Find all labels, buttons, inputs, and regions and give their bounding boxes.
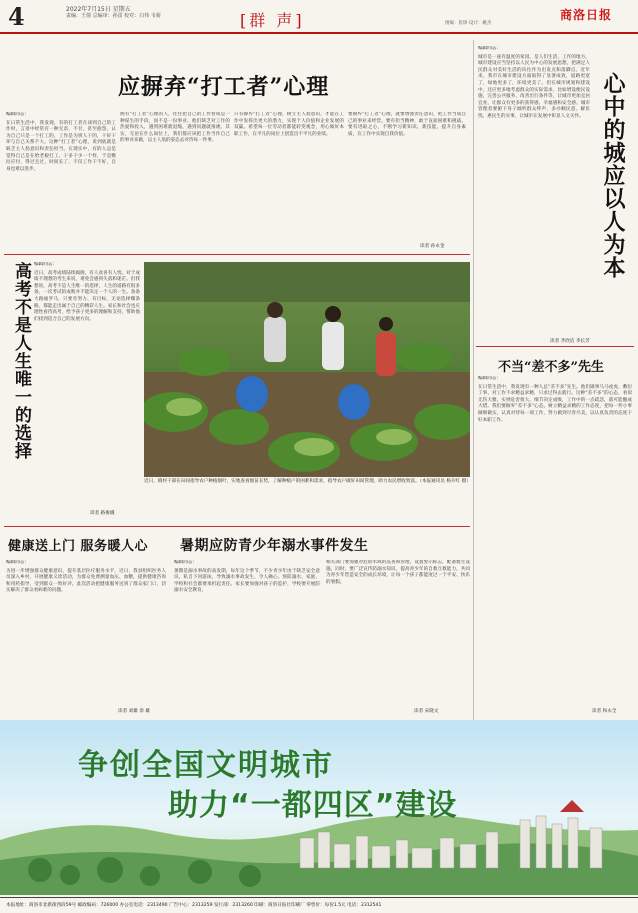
reader-chengshi: 读者 齐欣洁 李长芳 <box>550 339 590 344</box>
article-title-dagong: 应摒弃“打工者”心理 <box>118 74 330 100</box>
byline: 编辑同志： <box>34 262 57 267</box>
editors-line: 责编：王倩 总编审：孙雷 校对：白伟 韦菊 <box>66 13 161 19</box>
reader-dagong: 读者 孙永金 <box>420 244 445 249</box>
article-text: 城市是一座有温度的家园，是人们生活、工作的地方。城市建设应当坚持以人民为中心的发展思想，把满足人民群众对美好生活的向往作为出发点和落脚点。近年来，我市在城市建设方面取得了显著成效，道路更宽了，绿地更多了，环境更美了。但在城市规划和建设中，还应更多地考虑群众的实际需求，比如增设便民设施、完善公共服务、改善出行条件等，让城市更加宜居宜业，让群众有更多的获得感、幸福感和安全感。城市管理者要俯下身子倾听群众呼声，多办顺民意、解民忧、惠民生的实事，让城市在发展中彰显人文关怀。 <box>478 54 590 119</box>
section-title: [群 声] <box>240 11 305 30</box>
article-text: 暑期是溺水事故的高发期，每年这个季节，不少青少年由于缺乏安全意识，私自下河游泳，导致溺水事故发生，令人痛心。预防溺水，家庭、学校和社会都要承担起责任。家长要加强对孩子的监护，学校要开展防溺水安全教育。 <box>174 568 320 594</box>
article-title-chengshi: 心中的城应以人为本 <box>600 72 626 279</box>
article-nishui-col1 <box>174 560 320 710</box>
article-dagong-col3: 只有摒弃“打工者”心理，树立主人翁意识，才能在工作中发挥出更大的潜力，实现个人价值和企业发展的双赢。希望每一位劳动者都能转变观念，用心做好本职工作，在平凡的岗位上创造出不平凡的业绩。 <box>234 112 344 137</box>
article-title-songyi: 健康送上门 服务暖人心 <box>8 539 149 554</box>
article-text: 近日，高考成绩陆续揭晓，有人欢喜有人忧。对于成绩不理想的考生来说，难免会感到失落和迷茫。但我想说，高考不是人生唯一的选择，人生的道路有很多条，一次考试的成败并不能决定一个人的一生。条条大路通罗马，只要肯努力、有目标，无论选择哪条路，都能走出属于自己的精彩人生。家长和社会也应理性看待高考，给予孩子更多的理解和支持，帮助他们找到适合自己的发展方向。 <box>34 270 140 322</box>
reader-gaokao: 读者 路俊娥 <box>90 511 115 516</box>
article-title-nishui: 暑期应防青少年溺水事件发生 <box>180 538 369 554</box>
article-chabuduo-col <box>478 376 632 706</box>
header-meta <box>66 6 226 20</box>
article-dagong-col1 <box>6 112 116 252</box>
byline: 编辑同志： <box>174 560 197 565</box>
photo-caption: 近日，镇村干部在田间指导农户种植烟叶，实地查看烟苗长势，了解种植户的困难和需求，指导农户做好田间管理，助力农民增收致富。（本报通讯员 杨开红 摄） <box>144 479 471 484</box>
reader-chabuduo: 读者 和永全 <box>592 709 617 714</box>
farm-photo-image <box>144 262 470 477</box>
banner-slogan-line2: 助力“一都四区”建设 <box>168 788 458 823</box>
page-number: 4 <box>8 2 25 31</box>
article-songyi-col <box>6 560 166 710</box>
article-title-chabuduo: 不当“差不多”先生 <box>498 360 604 375</box>
byline: 编辑同志： <box>478 46 501 51</box>
byline: 编辑同志： <box>6 560 29 565</box>
article-chengshi-col <box>478 46 590 334</box>
article-nishui-col2: 相关部门要加强对危险水域的巡查和管理，设置警示标志，配备救生设施。同时，要广泛宣传防溺水知识，提高青少年的自救互救能力，共同为青少年营造安全的成长环境，让每一个孩子都能度过一个平安、快乐的暑假。 <box>326 560 470 585</box>
byline: 编辑同志： <box>6 112 29 117</box>
article-text: 为进一步增强群众健康意识，提升基层医疗服务水平，近日，我县组织医务人员深入乡村，开展健康义诊活动，为群众免费测量血压、血糖，提供健康咨询和用药指导，受到群众一致好评。此次活动把健康服务送到了群众家门口，切实解决了群众看病难的问题。 <box>6 568 166 594</box>
article-title-gaokao: 高考不是人生唯一的选择 <box>11 262 31 460</box>
banner-slogan-line1: 争创全国文明城市 <box>78 748 334 783</box>
byline: 编辑同志： <box>478 376 501 381</box>
page-footer: 本报地址：商洛市北新街西段59号 邮政编码：726000 办公室电话：2313490 广告中心：2313259 发行部：2313260 印刷：商洛日报社印刷厂 零售价：每份1.5元 电话：2312541 <box>0 897 638 913</box>
reader-nishui: 读者 宋晓文 <box>414 709 439 714</box>
page-header <box>0 0 638 34</box>
article-dagong-col2: 拥有“打工者”心理的人，往往把自己的工作看成是一种谋生的手段，而不是一份事业。他们缺乏对工作的热爱和投入，遇到困难就退缩，遇到问题就推诿。其实，无论在什么岗位上，我们都应该把工作当作自己的事业来做，以主人翁的姿态去对待每一件事。 <box>120 112 230 144</box>
article-dagong-col4: 要摒弃“打工者”心理，就要增强责任意识，把工作当成自己的事业来经营。要有担当精神，敢于直面困难和挑战。要有进取之心，不断学习新知识、新技能，提升自身素质，在工作中实现自我价值。 <box>348 112 466 137</box>
reader-songyi: 读者 刘雄 余 雄 <box>118 709 150 714</box>
newspaper-logo: 商洛日报 <box>560 8 613 22</box>
article-text: 在日常生活中，我发现，有的打工者在谈到自己的工作时，言语中经常有一种无奈、不甘，甚至抱怨，认为自己只是一个打工的，工作是为别人干的，干好干坏与自己关系不大。这种“打工者”心理，说到底就是缺乏主人翁意识和责任担当。在现实中，有的人总是觉得自己是在给老板打工，干多干少一个样，于是敷衍应付、得过且过，时间长了，不仅工作干不好，自身也难以进步。 <box>6 120 116 172</box>
article-gaokao-col <box>34 262 140 498</box>
date-line: 2022年7月15日 星期五 <box>66 6 131 13</box>
article-text: 在日常生活中，我发现有一种人总“差不多”先生。他们做事马马虎虎、敷衍了事，对工作不求精益求精，只求过得去就行。这种“差不多”的心态，看似无伤大雅，实则危害很大。细节决定成败，工作中的一点疏忽，就可能酿成大错。我们要摒弃“差不多”心态，树立精益求精的工作态度，把每一件小事做细做实，认真对待每一项工作，努力做到尽善尽美，以认真负责的态度干好本职工作。 <box>478 384 632 423</box>
farm-photo <box>144 262 470 477</box>
editors-right: 图编：崔铮 设计：姚杰 <box>445 21 492 26</box>
